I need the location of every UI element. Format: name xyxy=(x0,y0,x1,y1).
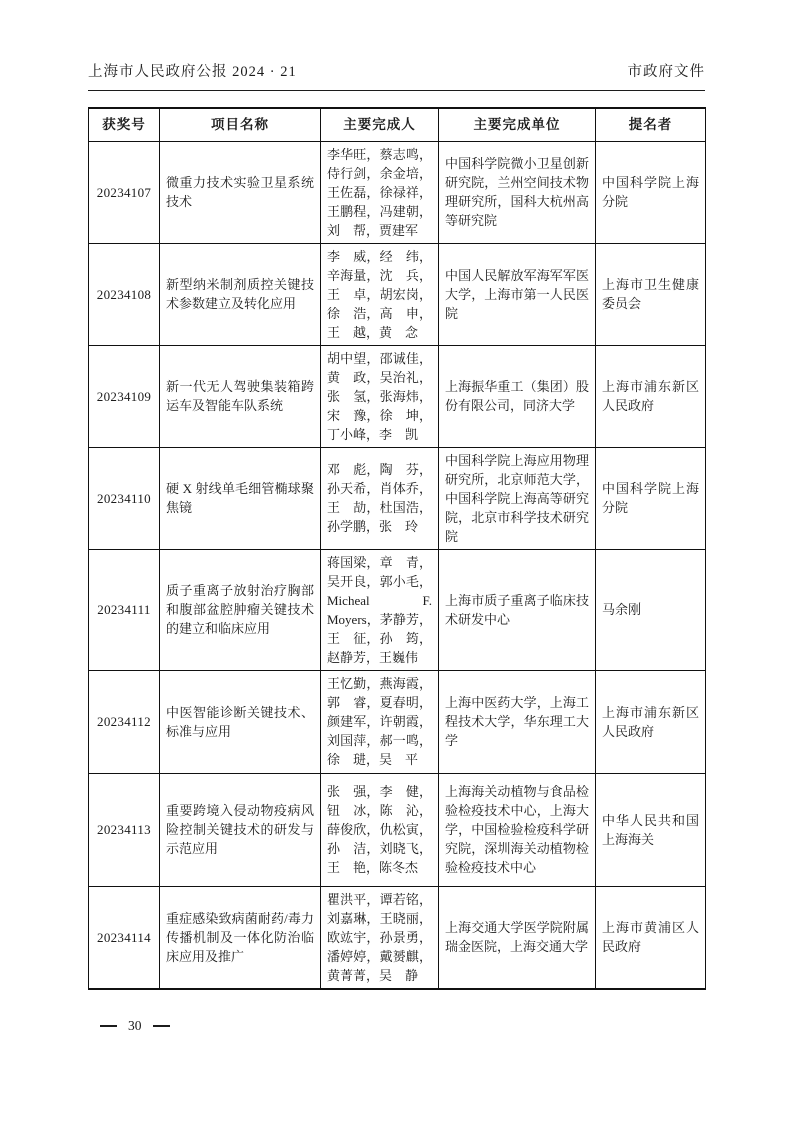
completers-cell: 李华旺，蔡志鸣，侍行剑，余金培，王佐磊，徐禄祥，王鹏程，冯建朝，刘 帮，贾建军 xyxy=(321,141,439,243)
nominator-cell: 中国科学院上海分院 xyxy=(596,447,706,549)
table-row xyxy=(89,670,706,773)
document-category: 市政府文件 xyxy=(627,64,705,80)
table-row xyxy=(89,773,706,886)
project-name-cell: 重症感染致病菌耐药/毒力传播机制及一体化防治临床应用及推广 xyxy=(160,886,321,989)
units-cell: 中国人民解放军海军军医大学，上海市第一人民医院 xyxy=(439,243,596,345)
project-name-cell: 微重力技术实验卫星系统技术 xyxy=(160,141,321,243)
column-header-units: 主要完成单位 xyxy=(439,108,596,141)
units-cell: 上海中医药大学，上海工程技术大学，华东理工大学 xyxy=(439,670,596,773)
nominator-cell: 上海市浦东新区人民政府 xyxy=(596,670,706,773)
table-row xyxy=(89,345,706,447)
project-name-cell: 新型纳米制剂质控关键技术参数建立及转化应用 xyxy=(160,243,321,345)
award-number-cell: 20234110 xyxy=(89,447,160,549)
gazette-title: 上海市人民政府公报 2024 · 21 xyxy=(88,64,297,80)
nominator-cell: 马余刚 xyxy=(596,549,706,670)
units-cell: 上海交通大学医学院附属瑞金医院，上海交通大学 xyxy=(439,886,596,989)
completers-cell: 胡中望，邵诚佳，黄 政，吴治礼，张 氢，张海炜，宋 豫，徐 坤，丁小峰，李 凯 xyxy=(321,345,439,447)
table-row xyxy=(89,886,706,989)
award-number-cell: 20234108 xyxy=(89,243,160,345)
award-number-cell: 20234109 xyxy=(89,345,160,447)
award-number-cell: 20234107 xyxy=(89,141,160,243)
table-body xyxy=(89,141,706,989)
units-cell: 上海振华重工（集团）股份有限公司，同济大学 xyxy=(439,345,596,447)
table-row xyxy=(89,447,706,549)
project-name-cell: 硬 X 射线单毛细管椭球聚焦镜 xyxy=(160,447,321,549)
completers-cell: 邓 彪，陶 芬，孙天希，肖体乔，王 劼，杜国浩，孙学鹏，张 玲 xyxy=(321,447,439,549)
award-number-cell: 20234111 xyxy=(89,549,160,670)
page-number: 30 xyxy=(128,1018,142,1033)
nominator-cell: 中国科学院上海分院 xyxy=(596,141,706,243)
completers-cell: 瞿洪平，谭若铭，刘嘉琳，王晓丽，欧竑宇，孙景勇，潘婷婷，戴赟麒，黄菁菁，吴 静 xyxy=(321,886,439,989)
nominator-cell: 上海市卫生健康委员会 xyxy=(596,243,706,345)
award-number-cell: 20234113 xyxy=(89,773,160,886)
completers-cell: 李 威，经 纬，辛海量，沈 兵，王 卓，胡宏岗，徐 浩，高 申，王 越，黄 念 xyxy=(321,243,439,345)
project-name-cell: 质子重离子放射治疗胸部和腹部盆腔肿瘤关键技术的建立和临床应用 xyxy=(160,549,321,670)
nominator-cell: 上海市黄浦区人民政府 xyxy=(596,886,706,989)
nominator-cell: 中华人民共和国上海海关 xyxy=(596,773,706,886)
project-name-cell: 新一代无人驾驶集装箱跨运车及智能车队系统 xyxy=(160,345,321,447)
units-cell: 上海海关动植物与食品检验检疫技术中心，上海大学，中国检验检疫科学研究院，深圳海关动植物检验检疫技术中心 xyxy=(439,773,596,886)
page-header xyxy=(88,60,705,81)
project-name-cell: 中医智能诊断关键技术、标准与应用 xyxy=(160,670,321,773)
nominator-cell: 上海市浦东新区人民政府 xyxy=(596,345,706,447)
completers-cell: 张 强，李 健，钮 冰，陈 沁，薛俊欣，仇松寅，孙 洁，刘晓飞，王 艳，陈冬杰 xyxy=(321,773,439,886)
completers-cell: 王忆勤，燕海霞，郭 睿，夏春明，颜建军，许朝霞，刘国萍，郝一鸣，徐 琎，吴 平 xyxy=(321,670,439,773)
completers-cell: 蒋国梁，章 青，吴开良，郭小毛，Micheal F. Moyers，茅静芳，王 征，孙 筠，赵静芳，王巍伟 xyxy=(321,549,439,670)
page-footer xyxy=(100,1018,170,1034)
award-table xyxy=(88,107,706,990)
table-row xyxy=(89,141,706,243)
units-cell: 中国科学院上海应用物理研究所，北京师范大学，中国科学院上海高等研究院，北京市科学技术研究院 xyxy=(439,447,596,549)
units-cell: 上海市质子重离子临床技术研发中心 xyxy=(439,549,596,670)
table-row xyxy=(89,243,706,345)
award-number-cell: 20234114 xyxy=(89,886,160,989)
table-row xyxy=(89,549,706,670)
footer-dash-right xyxy=(153,1025,170,1027)
units-cell: 中国科学院微小卫星创新研究院，兰州空间技术物理研究所，国科大杭州高等研究院 xyxy=(439,141,596,243)
project-name-cell: 重要跨境入侵动物疫病风险控制关键技术的研发与示范应用 xyxy=(160,773,321,886)
footer-dash-left xyxy=(100,1025,117,1027)
award-number-cell: 20234112 xyxy=(89,670,160,773)
column-header-award-no: 获奖号 xyxy=(89,108,160,141)
column-header-nominator: 提名者 xyxy=(596,108,706,141)
column-header-completers: 主要完成人 xyxy=(321,108,439,141)
header-rule xyxy=(88,90,705,91)
table-header-row xyxy=(89,108,706,141)
column-header-project: 项目名称 xyxy=(160,108,321,141)
